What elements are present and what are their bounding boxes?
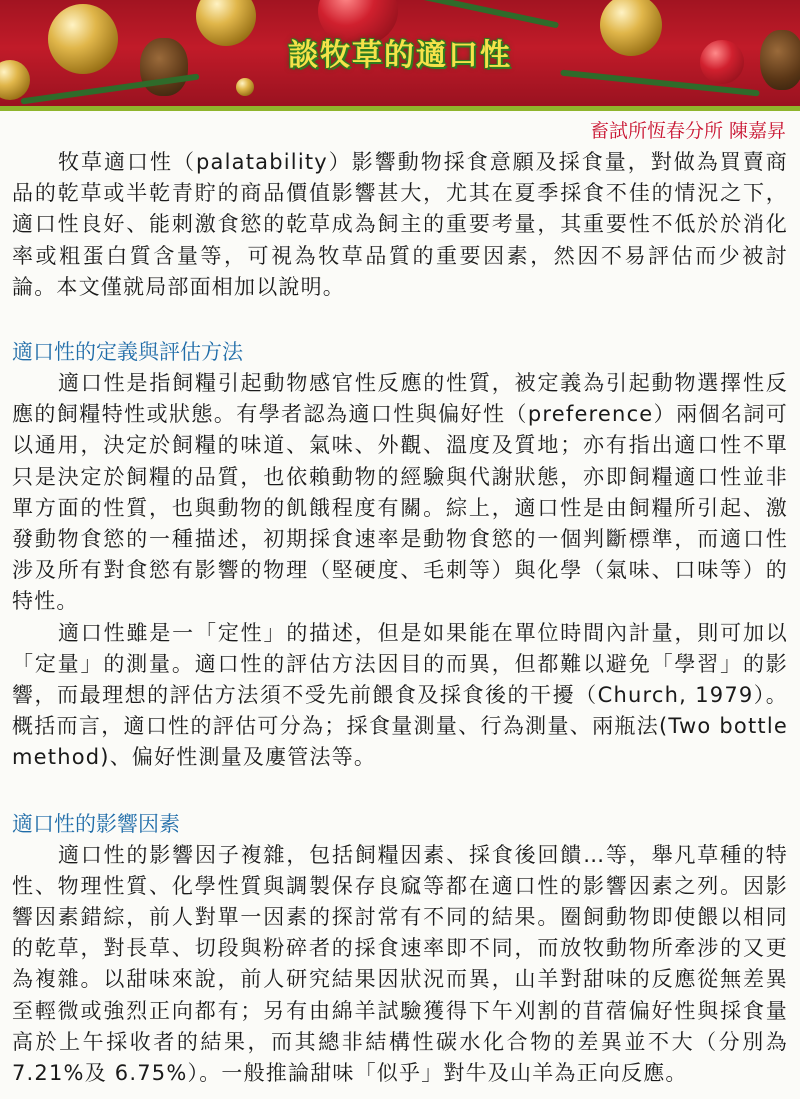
definition-paragraph-2: 適口性雖是一「定性」的描述，但是如果能在單位時間內計量，則可加以「定量」的測量。適口性的評估方法因目的而異，但都難以避免「學習」的影響，而最理想的評估方法須不受先前餵食及採食後的干擾（Church, 1979）。概括而言，適口性的評估可分為；採食量測量、行為測量、兩瓶法(Two bottle method)、偏好性測量及廔管法等。 [12,620,788,770]
factors-paragraph-1: 適口性的影響因子複雜，包括飼糧因素、採食後回饋…等，舉凡草種的特性、物理性質、化學性質與調製保存良窳等都在適口性的影響因素之列。因影響因素錯綜，前人對單一因素的探討常有不同的結果。圈飼動物即使餵以相同的乾草，對長草、切段與粉碎者的採食速率即不同，而放牧動物所牽涉的又更為複雜。以甜味來說，前人研究結果因狀況而異，山羊對甜味的反應從無差異至輕微或強烈正向都有；另有由綿羊試驗獲得下午刈割的苜蓿偏好性與採食量高於上午採收者的結果，而其總非結構性碳水化合物的差異並不大（分別為7.21%及 6.75%）。一般推論甜味「似乎」對牛及山羊為正向反應。 [12,842,788,1086]
author-line: 畜試所恆春分所 陳嘉昇 [589,120,786,142]
definition-paragraph-1: 適口性是指飼糧引起動物感官性反應的性質，被定義為引起動物選擇性反應的飼糧特性或狀態。有學者認為適口性與偏好性（preference）兩個名詞可以通用，決定於飼糧的味道、氣味、外觀、溫度及質地；亦有指出適口性不單只是決定於飼糧的品質，也依賴動物的經驗與代謝狀態，亦即飼糧適口性並非單方面的性質，也與動物的飢餓程度有關。綜上，適口性是由飼糧所引起、激發動物食慾的一種描述，初期採食速率是動物食慾的一個判斷標準，而適口性涉及所有對食慾有影響的物理（堅硬度、毛刺等）與化學（氣味、口味等）的特性。 [12,371,788,614]
gold-ornament-icon [0,60,30,100]
pine-branch-icon [421,0,559,28]
gold-ornament-icon [236,78,254,96]
intro-paragraph: 牧草適口性（palatability）影響動物採食意願及採食量，對做為買賣商品的乾草或半乾青貯的商品價值影響甚大，尤其在夏季採食不佳的情況之下，適口性良好、能刺激食慾的乾草成為飼主的重要考量，其重要性不低於於消化率或粗蛋白質含量等，可視為牧草品質的重要因素，然因不易評估而少被討論。本文僅就局部面相加以說明。 [12,150,788,299]
article-title: 談牧草的適口性 [288,38,512,73]
gold-ornament-icon [600,0,662,56]
pinecone-icon [140,38,188,96]
gold-ornament-icon [48,4,118,74]
header-divider [0,106,800,111]
header-banner [0,0,800,106]
article-body [12,147,788,1089]
pinecone-icon [760,30,800,90]
section-heading-factors: 適口性的影響因素 [12,811,180,836]
section-heading-definition: 適口性的定義與評估方法 [12,340,243,365]
red-ornament-icon [700,40,744,84]
